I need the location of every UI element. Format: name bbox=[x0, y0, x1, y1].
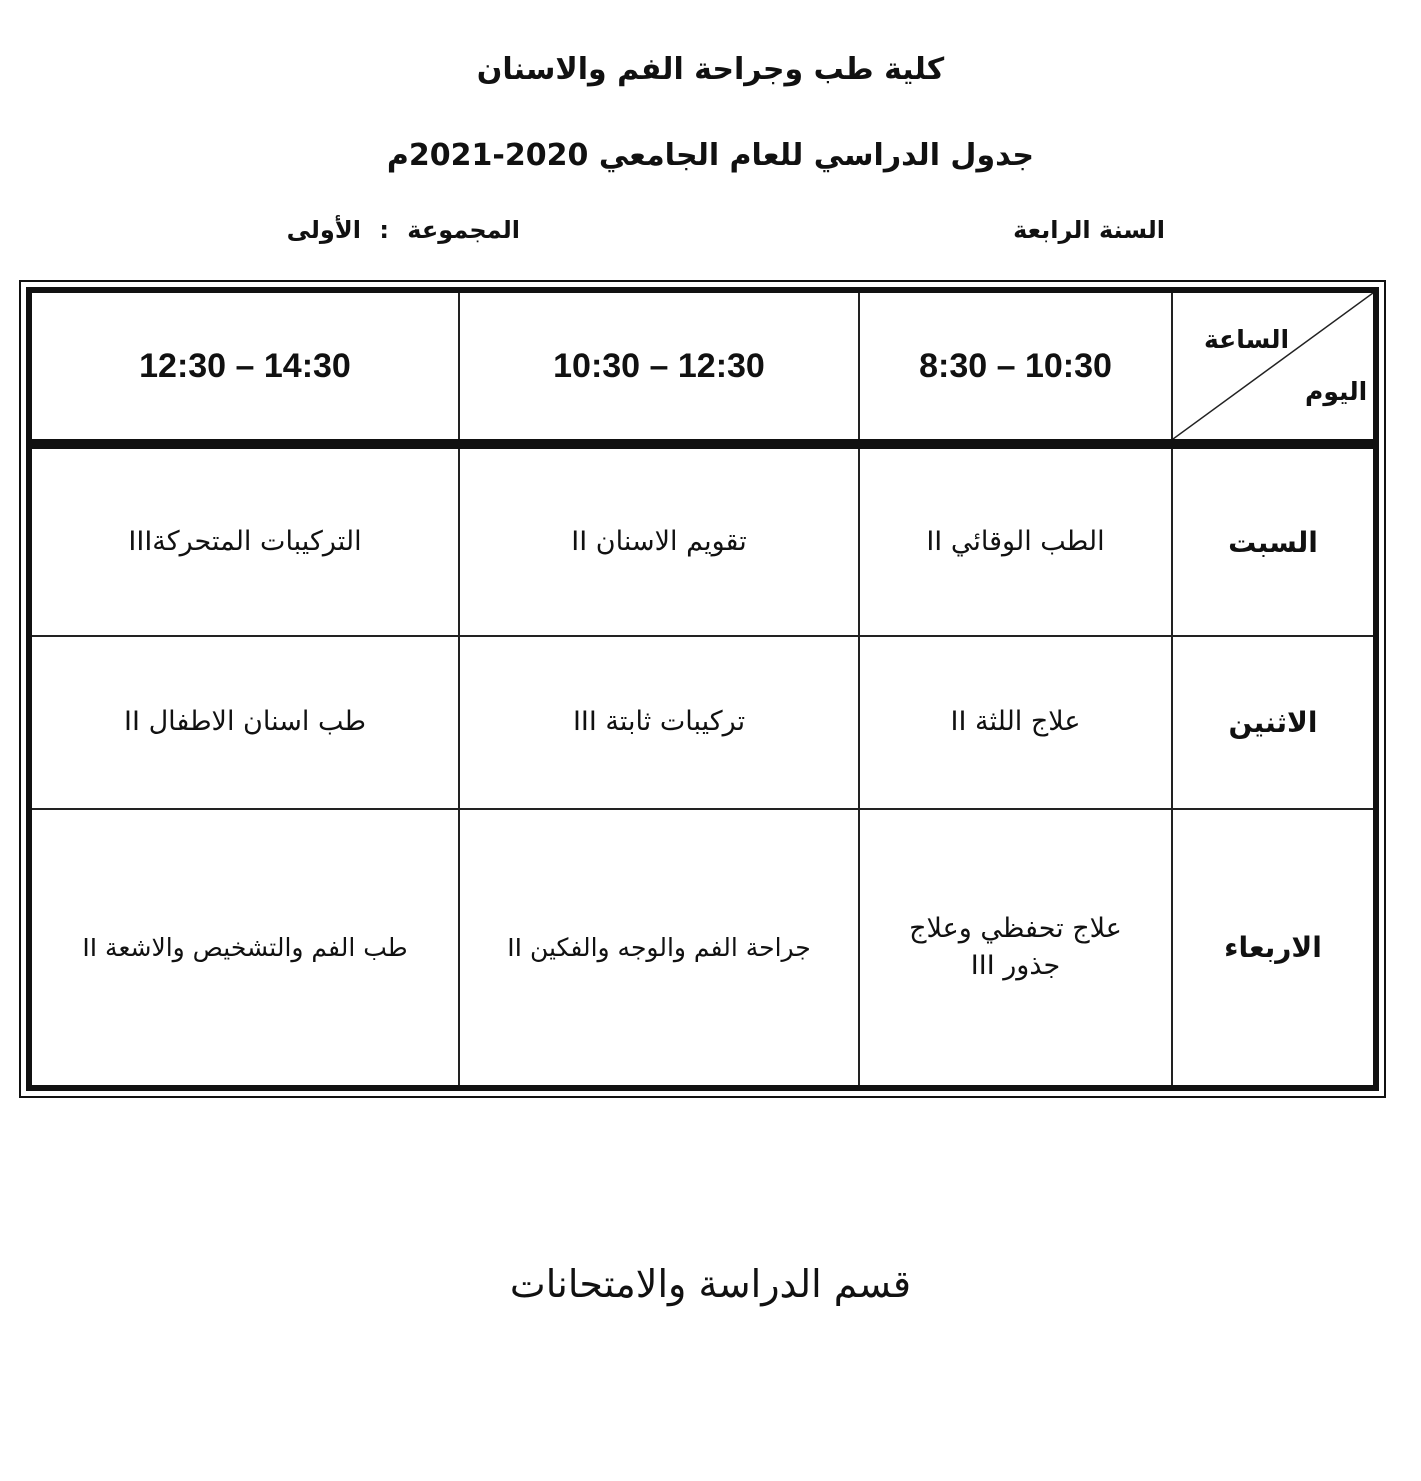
course-cell: الطب الوقائي II bbox=[926, 525, 1105, 557]
day-label: السبت bbox=[1228, 525, 1318, 559]
corner-time-label: الساعة bbox=[1204, 325, 1290, 354]
header-divider bbox=[32, 439, 1373, 449]
group-label: المجموعة bbox=[407, 216, 520, 244]
day-label: الاثنين bbox=[1228, 706, 1318, 739]
time-slot-header: 8:30 – 10:30 bbox=[919, 346, 1112, 385]
course-cell: طب الفم والتشخيص والاشعة II bbox=[82, 932, 408, 962]
course-cell: التركيبات المتحركةIII bbox=[128, 525, 362, 557]
course-cell: علاج تحفظي وعلاج جذور III bbox=[909, 913, 1122, 981]
course-cell: علاج اللثة II bbox=[950, 706, 1081, 738]
department-footer: قسم الدراسة والامتحانات bbox=[509, 1262, 912, 1306]
schedule-table bbox=[32, 293, 1373, 1085]
course-cell: جراحة الفم والوجه والفكين II bbox=[507, 932, 811, 962]
time-slot-header: 12:30 – 14:30 bbox=[139, 346, 351, 385]
course-cell: طب اسنان الاطفال II bbox=[124, 706, 366, 738]
course-cell: تركيبات ثابتة III bbox=[572, 706, 746, 738]
group-line bbox=[260, 216, 520, 244]
schedule-title: جدول الدراسي للعام الجامعي 2020-2021م bbox=[386, 138, 1035, 173]
time-slot-header: 10:30 – 12:30 bbox=[553, 346, 765, 385]
corner-day-label: اليوم bbox=[1305, 377, 1368, 406]
day-label: الاربعاء bbox=[1224, 931, 1322, 964]
course-cell: تقويم الاسنان II bbox=[571, 525, 747, 557]
year-label: السنة الرابعة bbox=[1013, 216, 1165, 244]
group-separator: : bbox=[379, 216, 389, 244]
corner-diagonal bbox=[1173, 293, 1373, 439]
group-value: الأولى bbox=[286, 216, 361, 244]
college-title: كلية طب وجراحة الفم والاسنان bbox=[476, 52, 945, 87]
